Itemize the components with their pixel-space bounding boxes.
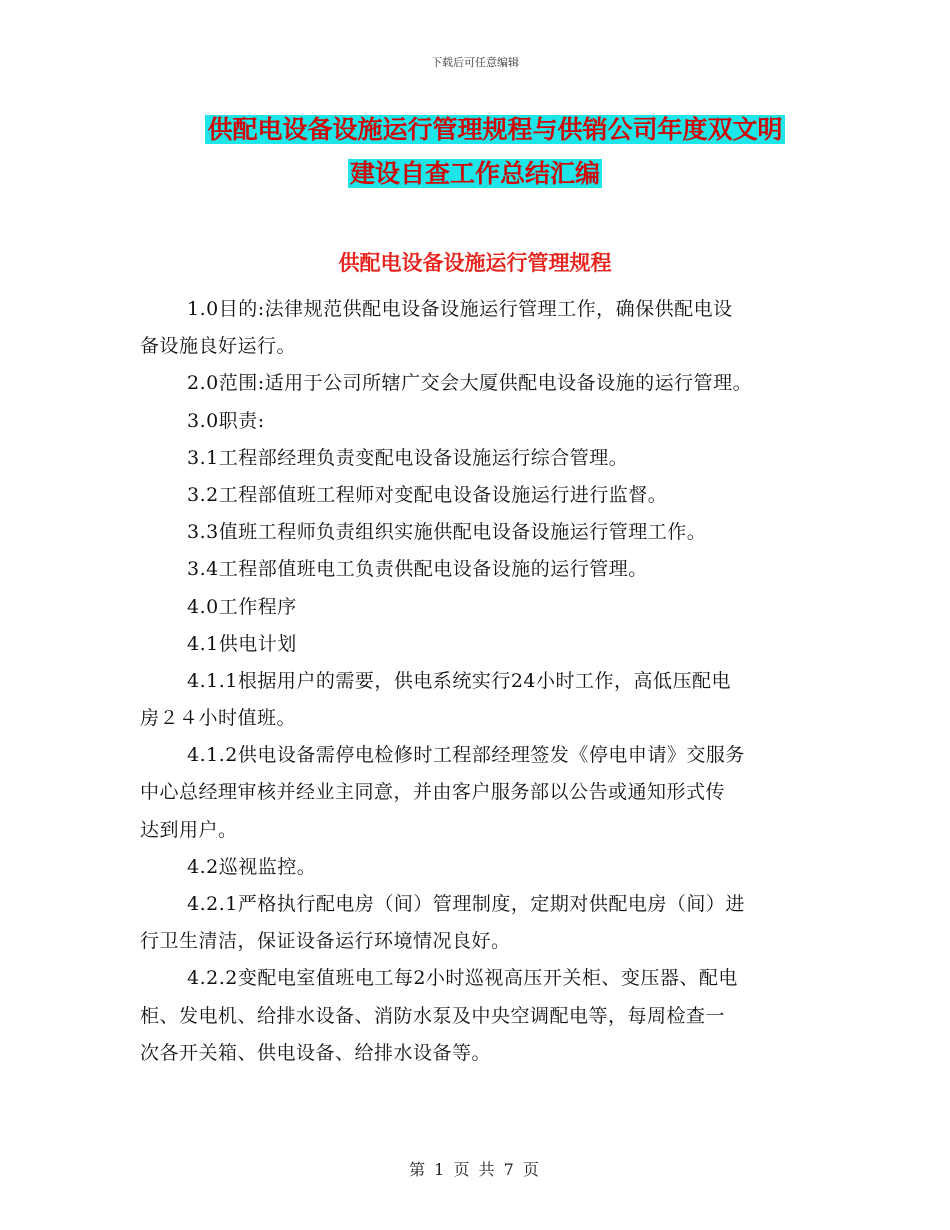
paragraph-line: 达到用户。	[140, 819, 238, 841]
paragraph-line: 4.0工作程序	[187, 596, 297, 618]
page-header-note: 下载后可任意编辑	[431, 56, 519, 69]
section-title: 供配电设备设施运行管理规程	[338, 251, 612, 275]
title-highlight-1: 供配电设备设施运行管理规程与供销公司年度双文明	[207, 115, 783, 144]
paragraph-line: 4.1供电计划	[187, 633, 297, 655]
paragraph-line: 3.2工程部值班工程师对变配电设备设施运行进行监督。	[187, 484, 668, 506]
document-title-line-1	[0, 114, 950, 146]
paragraph-line: 4.1.1根据用户的需要，供电系统实行24小时工作，高低压配电	[187, 670, 732, 692]
paragraph-line: 3.3值班工程师负责组织实施供配电设备设施运行管理工作。	[187, 521, 707, 543]
paragraph-line: 3.0职责:	[187, 410, 265, 432]
title-highlight-2: 建设自查工作总结汇编	[349, 159, 600, 188]
paragraph-line: 备设施良好运行。	[140, 335, 297, 357]
paragraph-line: 行卫生清洁，保证设备运行环境情况良好。	[140, 930, 511, 952]
page-number-footer: 第 1 页 共 7 页	[409, 1160, 541, 1179]
paragraph-line: 柜、发电机、给排水设备、消防水泵及中央空调配电等，每周检查一	[140, 1005, 726, 1027]
paragraph-line: 4.2.2变配电室值班电工每2小时巡视高压开关柜、变压器、配电	[187, 967, 738, 989]
paragraph-line: 房２４小时值班。	[140, 707, 297, 729]
paragraph-line: 4.2.1严格执行配电房（间）管理制度，定期对供配电房（间）进	[187, 893, 745, 915]
paragraph-line: 4.2巡视监控。	[187, 856, 317, 878]
paragraph-line: 3.4工程部值班电工负责供配电设备设施的运行管理。	[187, 558, 648, 580]
paragraph-line: 4.1.2供电设备需停电检修时工程部经理签发《停电申请》交服务	[187, 744, 745, 766]
paragraph-line: 1.0目的:法律规范供配电设备设施运行管理工作，确保供配电设	[187, 298, 733, 320]
document-title-line-2	[0, 158, 950, 190]
paragraph-line: 3.1工程部经理负责变配电设备设施运行综合管理。	[187, 447, 629, 469]
paragraph-line: 次各开关箱、供电设备、给排水设备等。	[140, 1042, 492, 1064]
paragraph-line: 中心总经理审核并经业主同意，并由客户服务部以公告或通知形式传	[140, 781, 726, 803]
paragraph-line: 2.0范围:适用于公司所辖广交会大厦供配电设备设施的运行管理。	[187, 372, 753, 394]
